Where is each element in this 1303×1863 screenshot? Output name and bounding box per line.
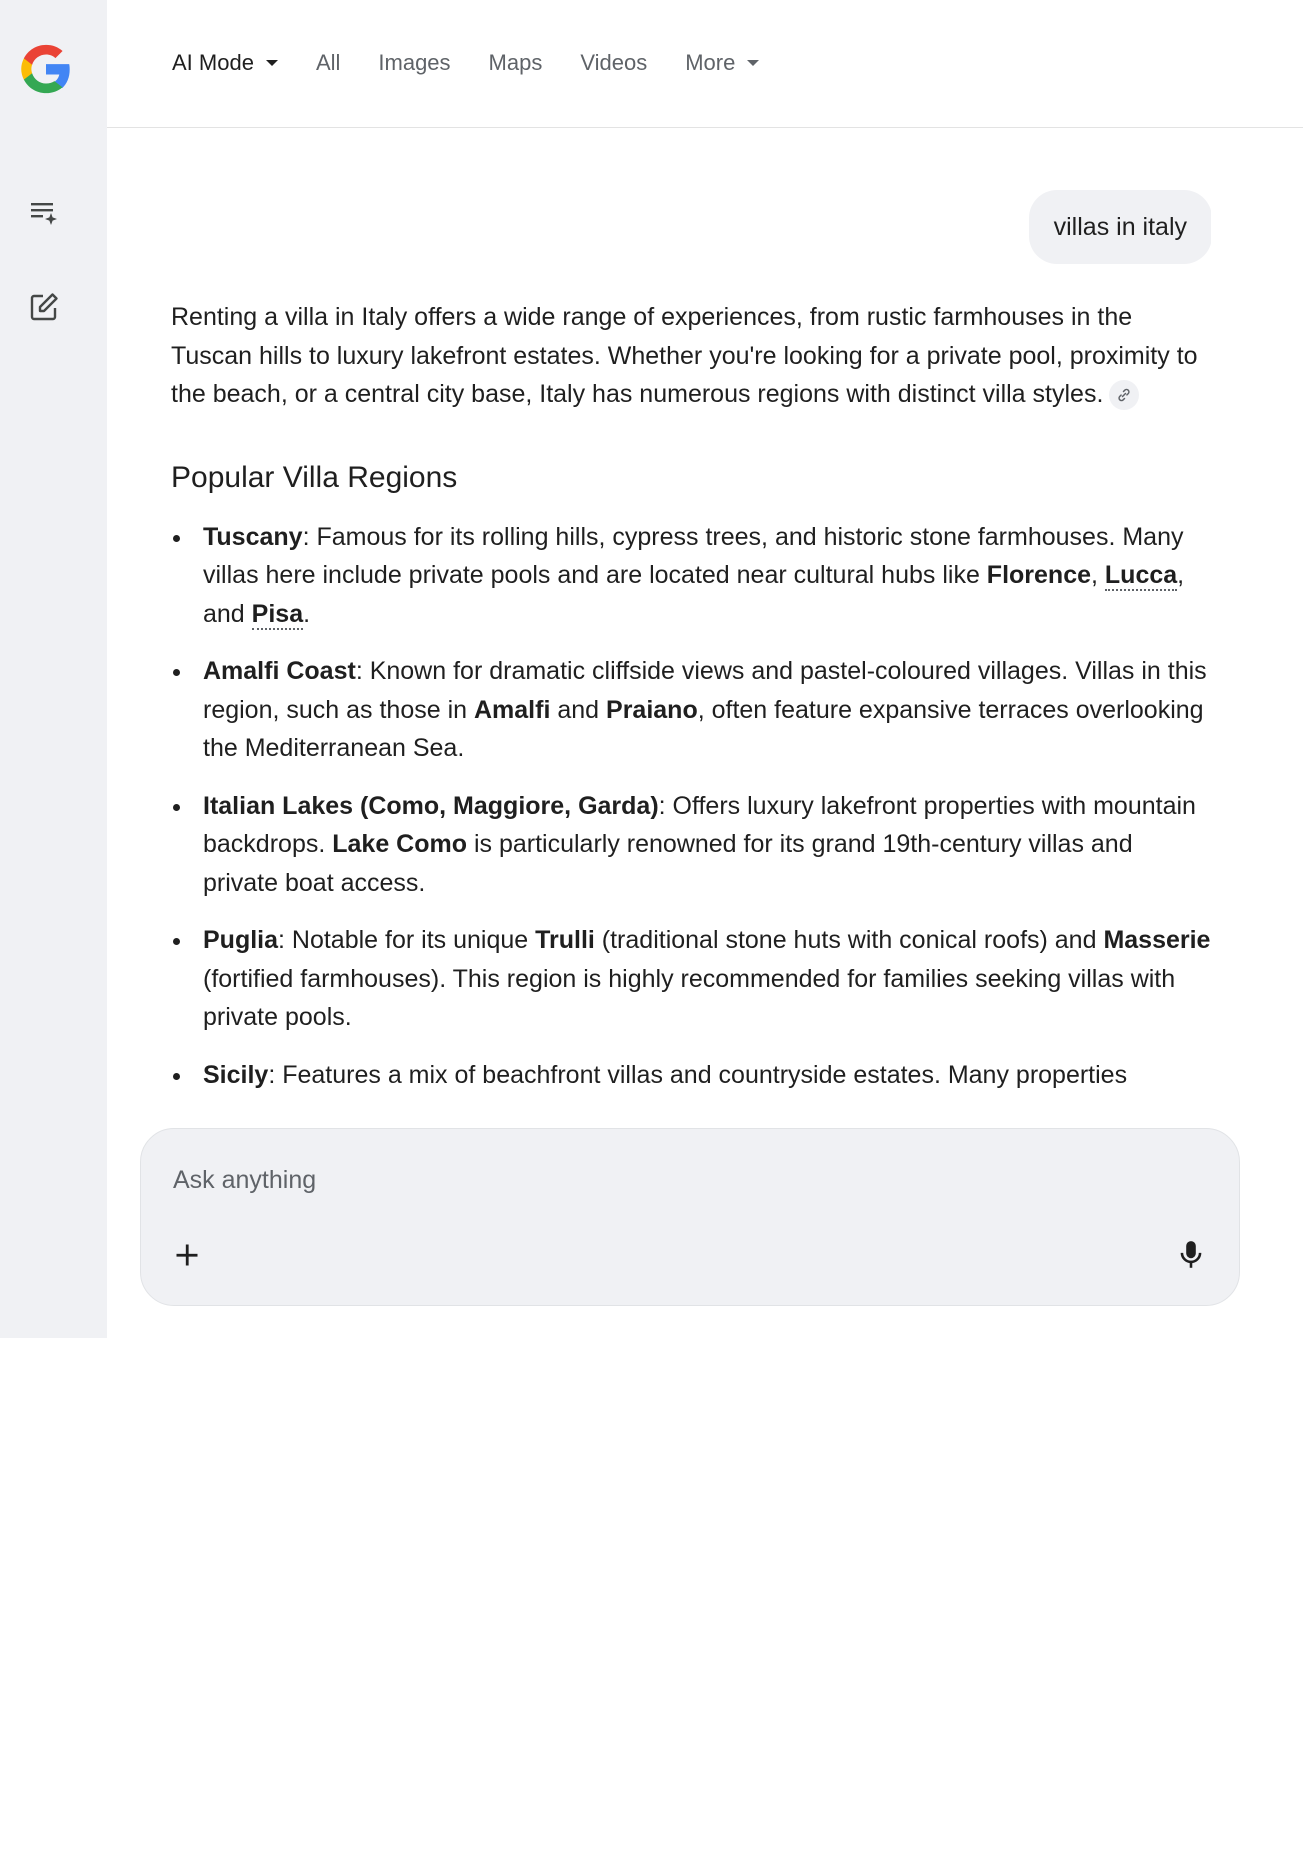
- link-icon: [1116, 387, 1132, 403]
- item-text: , often feature expansive terraces overlooking the Mediterranean Sea.: [203, 695, 1204, 762]
- voice-input-button[interactable]: [1171, 1233, 1211, 1277]
- region-name: Sicily: [203, 1060, 269, 1089]
- place-lucca-link[interactable]: Lucca: [1104, 561, 1178, 589]
- chevron-down-icon: [266, 60, 278, 66]
- ai-answer: [171, 298, 1211, 1113]
- item-text: , and: [203, 561, 1185, 628]
- item-text: : Features a mix of beachfront villas and countryside estates. Many properties: [268, 1060, 1128, 1089]
- item-text: : Known for dramatic cliffside views and pastel-coloured villages. Villas in this region, such as those in: [203, 657, 1207, 724]
- region-name: Puglia: [203, 926, 279, 954]
- place-lake-como: Lake Como: [332, 830, 468, 858]
- list-item-amalfi-coast: [203, 652, 1211, 768]
- region-name: Italian Lakes (Como, Maggiore, Garda): [203, 791, 659, 820]
- term-trulli: Trulli: [535, 926, 595, 954]
- google-logo-icon: [17, 40, 75, 98]
- region-name: Amalfi Coast: [203, 657, 356, 685]
- tab-images[interactable]: [378, 50, 450, 76]
- item-text: .: [303, 599, 311, 628]
- tab-label: Images: [378, 50, 451, 75]
- list-item-sicily: [203, 1056, 1211, 1095]
- tab-label: All: [315, 50, 341, 75]
- google-g-logo[interactable]: [17, 40, 75, 98]
- tab-label: AI Mode: [172, 50, 254, 75]
- place-amalfi: Amalfi: [474, 695, 551, 724]
- edit-square-icon: [27, 290, 61, 324]
- chevron-down-icon: [747, 60, 759, 66]
- search-tabs: [172, 50, 797, 76]
- place-pisa-link[interactable]: Pisa: [251, 599, 304, 628]
- tab-ai-mode[interactable]: [172, 50, 278, 76]
- top-nav-bar: [107, 0, 1303, 128]
- ask-box: [140, 1128, 1240, 1306]
- sidebar: [0, 0, 107, 1338]
- section-heading: Popular Villa Regions: [171, 460, 458, 494]
- add-attachment-button[interactable]: [167, 1235, 207, 1275]
- tab-label: Videos: [580, 50, 648, 75]
- tab-more[interactable]: [685, 50, 759, 76]
- source-link-button[interactable]: [1109, 380, 1139, 410]
- answer-intro: [171, 298, 1211, 414]
- history-button[interactable]: [24, 193, 64, 233]
- tab-label: More: [685, 50, 736, 75]
- list-item-puglia: [203, 921, 1211, 1037]
- item-text: : Offers luxury lakefront properties with mountain backdrops.: [203, 791, 1196, 858]
- place-florence: Florence: [986, 561, 1091, 589]
- place-praiano: Praiano: [606, 695, 698, 724]
- history-sparkle-icon: [27, 196, 61, 230]
- new-chat-button[interactable]: [24, 287, 64, 327]
- ai-conversation[interactable]: [171, 128, 1211, 1128]
- user-query-bubble: villas in italy: [1029, 190, 1211, 264]
- region-list: [171, 518, 1211, 1095]
- item-text: and: [550, 695, 607, 724]
- item-text: (fortified farmhouses). This region is highly recommended for families seeking villas with private pools.: [203, 964, 1176, 1031]
- tab-label: Maps: [488, 50, 543, 75]
- item-text: : Famous for its rolling hills, cypress trees, and historic stone farmhouses. Many villas here include private pools and are located near cultural hubs like: [203, 522, 1184, 589]
- region-name: Tuscany: [203, 522, 303, 551]
- list-item-tuscany: [203, 518, 1211, 634]
- intro-text: Renting a villa in Italy offers a wide range of experiences, from rustic farmhouses in the Tuscan hills to luxury lakefront estates. Whether you're looking for a private pool, proximity to the beach, or a central city base, Italy has numerous regions with distinct villa styles.: [171, 303, 1198, 408]
- item-text: (traditional stone huts with conical roofs) and: [594, 926, 1104, 954]
- microphone-icon: [1178, 1239, 1204, 1271]
- item-text: : Notable for its unique: [278, 926, 536, 954]
- item-text: is particularly renowned for its grand 19th-century villas and private boat access.: [203, 830, 1133, 897]
- tab-videos[interactable]: [580, 50, 647, 76]
- plus-icon: [173, 1241, 201, 1269]
- item-text: ,: [1091, 561, 1105, 589]
- tab-all[interactable]: [316, 50, 340, 76]
- list-item-italian-lakes: [203, 787, 1211, 903]
- ask-input[interactable]: [171, 1159, 1075, 1201]
- tab-maps[interactable]: [489, 50, 543, 76]
- term-masserie: Masserie: [1103, 926, 1211, 954]
